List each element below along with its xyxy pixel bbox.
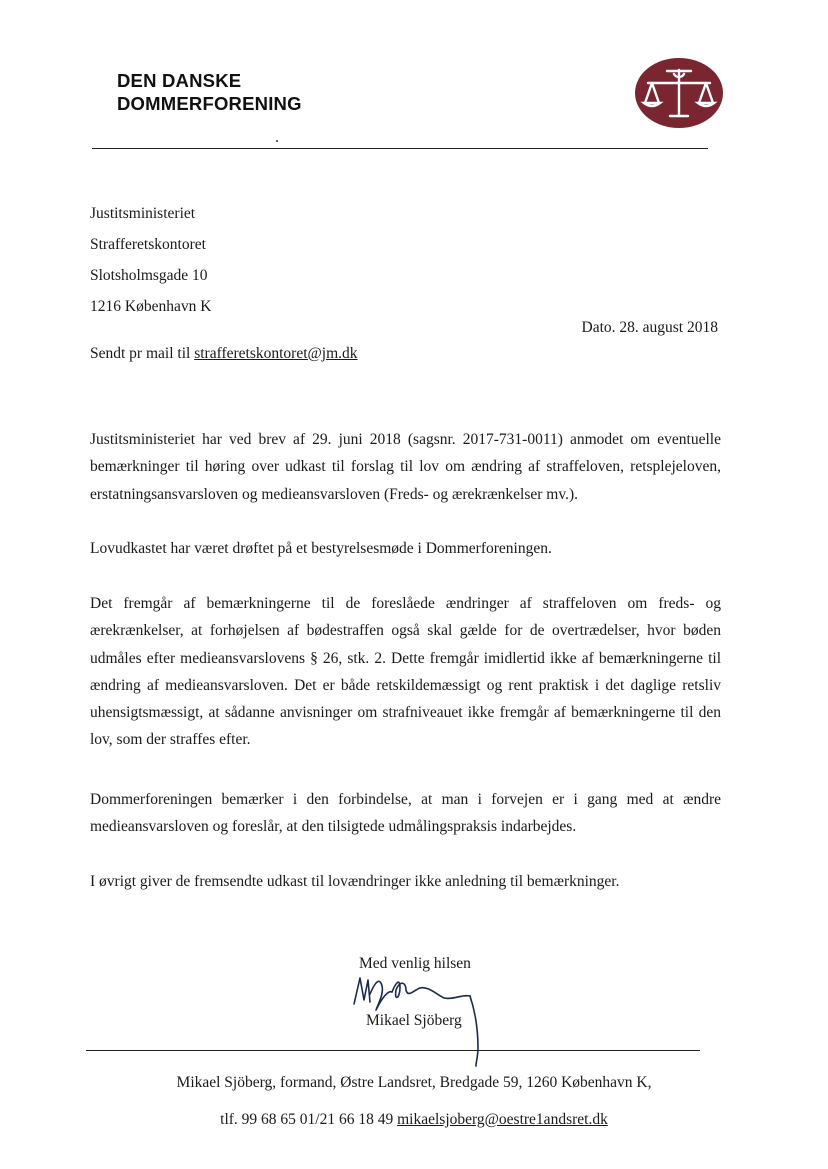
recipient-line1: Justitsministeriet (90, 205, 196, 222)
signatory-name: Mikael Sjöberg (366, 1012, 462, 1029)
header-divider (92, 148, 708, 149)
footer-email-link[interactable]: mikaelsjoberg@oestre1andsret.dk (397, 1111, 608, 1128)
recipient-email-link[interactable]: strafferetskontoret@jm.dk (194, 345, 358, 362)
organization-name (117, 69, 302, 115)
footer-divider (86, 1050, 700, 1051)
org-name-line1: DEN DANSKE (117, 70, 242, 91)
recipient-address (90, 202, 211, 326)
body-paragraph-5: I øvrigt giver de fremsendte udkast til lovændringer ikke anledning til bemærkninger. (90, 873, 620, 890)
scales-of-justice-icon (634, 57, 724, 129)
body-paragraph-2: Lovudkastet har været drøftet på et bestyrelsesmøde i Dommerforeningen. (90, 540, 552, 557)
body-paragraph-1: Justitsministeriet har ved brev af 29. juni 2018 (sagsnr. 2017-731-0011) anmodet om eventuelle bemærkninger til høring over udkast til forslag til lov om ændring af straffeloven, retsplejeloven, erstatningsansvarsloven og medieansvarsloven (Freds- og ærekrænkelser mv.). (90, 431, 721, 503)
recipient-line2: Strafferetskontoret (90, 236, 206, 253)
closing-greeting: Med venlig hilsen (359, 955, 471, 972)
sent-via-line (90, 342, 358, 365)
recipient-line4: 1216 København K (90, 298, 212, 315)
org-name-line2: DOMMERFORENING (117, 93, 302, 114)
footer-address: Mikael Sjöberg, formand, Østre Landsret, Bredgade 59, 1260 København K, (176, 1074, 652, 1091)
recipient-line3: Slotsholmsgade 10 (90, 267, 208, 284)
letter-date: Dato. 28. august 2018 (581, 319, 718, 336)
body-paragraph-3: Det fremgår af bemærkningerne til de foreslåede ændringer af straffeloven om freds- og ærekrænkelser, at forhøjelsen af bødestraffen også skal gælde for de overtrædelser, hvor bøden udmåles efter medieansvarslovens § 26, stk. 2. Dette fremgår imidlertid ikke af bemærkningerne til ændring af medieansvarsloven. Det er både retskildemæssigt og rent praktisk i det daglige retsliv uhensigtsmæssigt, at sådanne anvisninger om strafniveauet ikke fremgår af bemærkningerne til den lov, som der straffes efter. (90, 595, 721, 749)
scan-speck (276, 140, 278, 142)
body-paragraph-4: Dommerforeningen bemærker i den forbindelse, at man i forvejen er i gang med at ændre medieansvarsloven og foreslår, at den tilsigtede udmålingspraksis indarbejdes. (90, 791, 721, 836)
sent-via-prefix: Sendt pr mail til (90, 345, 195, 362)
footer-contact (0, 1108, 828, 1131)
footer-phone: tlf. 99 68 65 01/21 66 18 49 (220, 1111, 398, 1128)
